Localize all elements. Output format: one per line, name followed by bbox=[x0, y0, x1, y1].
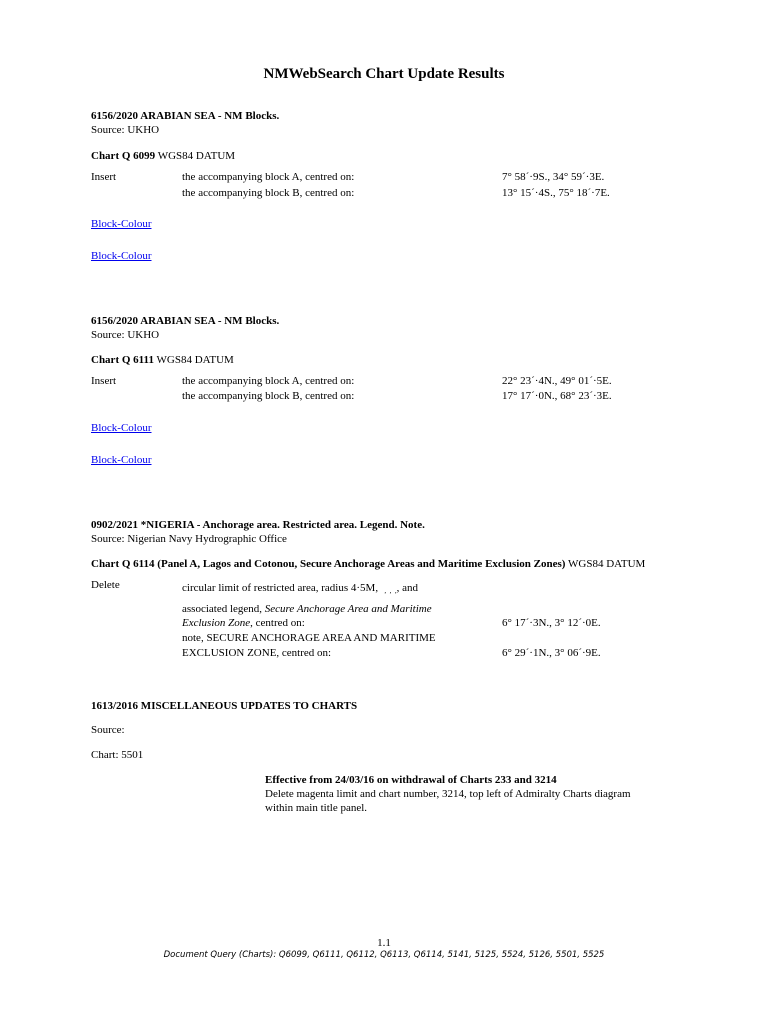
update-position: 6° 29´·1N., 3° 06´·9E. bbox=[502, 647, 601, 659]
update-text bbox=[182, 582, 418, 595]
notice-source: Source: UKHO bbox=[91, 329, 160, 341]
chart-id: Chart Q 6114 (Panel A, Lagos and Cotonou, Secure Anchorage Areas and Maritime Exclusion Zones) bbox=[91, 558, 566, 570]
chart-line bbox=[91, 150, 235, 162]
update-text-end: , and bbox=[396, 582, 418, 594]
legend-suffix: , centred on: bbox=[250, 617, 305, 629]
notice-heading: 6156/2020 ARABIAN SEA - NM Blocks. bbox=[91, 110, 280, 122]
chart-line: Chart: 5501 bbox=[91, 749, 144, 761]
update-position: 22° 23´·4N., 49° 01´·5E. bbox=[502, 375, 612, 387]
chart-datum: WGS84 DATUM bbox=[156, 354, 234, 366]
update-text: the accompanying block A, centred on: bbox=[182, 375, 355, 387]
chart-id: Chart Q 6111 bbox=[91, 354, 154, 366]
update-text: the accompanying block A, centred on: bbox=[182, 171, 355, 183]
notice-source: Source: bbox=[91, 724, 125, 736]
update-text: note, SECURE ANCHORAGE AREA AND MARITIME bbox=[182, 632, 436, 644]
block-colour-link[interactable]: Block-Colour bbox=[91, 422, 152, 434]
notice-heading: 1613/2016 MISCELLANEOUS UPDATES TO CHARTS bbox=[91, 700, 358, 712]
update-description: Delete magenta limit and chart number, 3214, top left of Admiralty Charts diagram bbox=[265, 788, 631, 800]
action-label: Insert bbox=[91, 171, 117, 183]
chart-datum: WGS84 DATUM bbox=[568, 558, 646, 570]
page-number: 1.1 bbox=[377, 937, 391, 949]
legend-name-cont: Exclusion Zone bbox=[182, 617, 251, 629]
effective-note: Effective from 24/03/16 on withdrawal of Charts 233 and 3214 bbox=[265, 774, 557, 786]
update-text: the accompanying block B, centred on: bbox=[182, 187, 355, 199]
block-colour-link[interactable]: Block-Colour bbox=[91, 250, 152, 262]
update-text bbox=[182, 617, 305, 629]
notice-heading: 6156/2020 ARABIAN SEA - NM Blocks. bbox=[91, 315, 280, 327]
document-query: Document Query (Charts): Q6099, Q6111, Q6112, Q6113, Q6114, 5141, 5125, 5524, 5126, 5501, 5525 bbox=[163, 950, 605, 960]
chart-datum: WGS84 DATUM bbox=[157, 150, 236, 162]
update-position: 7° 58´·9S., 34° 59´·3E. bbox=[502, 171, 605, 183]
block-colour-link[interactable]: Block-Colour bbox=[91, 454, 152, 466]
update-text-main: circular limit of restricted area, radius 4·5M, bbox=[182, 582, 379, 594]
notice-source: Source: UKHO bbox=[91, 124, 160, 136]
update-text: the accompanying block B, centred on: bbox=[182, 390, 355, 402]
notice-source: Source: Nigerian Navy Hydrographic Office bbox=[91, 533, 287, 545]
update-position: 6° 17´·3N., 3° 12´·0E. bbox=[502, 617, 601, 629]
block-colour-link[interactable]: Block-Colour bbox=[91, 218, 152, 230]
legend-prefix: associated legend, bbox=[182, 603, 263, 615]
page-title: NMWebSearch Chart Update Results bbox=[263, 66, 505, 82]
update-position: 17° 17´·0N., 68° 23´·3E. bbox=[502, 390, 612, 402]
update-position: 13° 15´·4S., 75° 18´·7E. bbox=[502, 187, 610, 199]
update-text: EXCLUSION ZONE, centred on: bbox=[182, 647, 332, 659]
glyph-placeholder: , , , bbox=[380, 587, 397, 595]
notice-heading: 0902/2021 *NIGERIA - Anchorage area. Restricted area. Legend. Note. bbox=[91, 519, 425, 531]
update-text bbox=[182, 603, 432, 615]
legend-name: Secure Anchorage Area and Maritime bbox=[264, 603, 432, 615]
chart-line bbox=[91, 558, 645, 570]
action-label: Delete bbox=[91, 579, 120, 591]
update-description: within main title panel. bbox=[265, 802, 368, 814]
action-label: Insert bbox=[91, 375, 117, 387]
chart-id: Chart Q 6099 bbox=[91, 150, 156, 162]
chart-line bbox=[91, 354, 234, 366]
